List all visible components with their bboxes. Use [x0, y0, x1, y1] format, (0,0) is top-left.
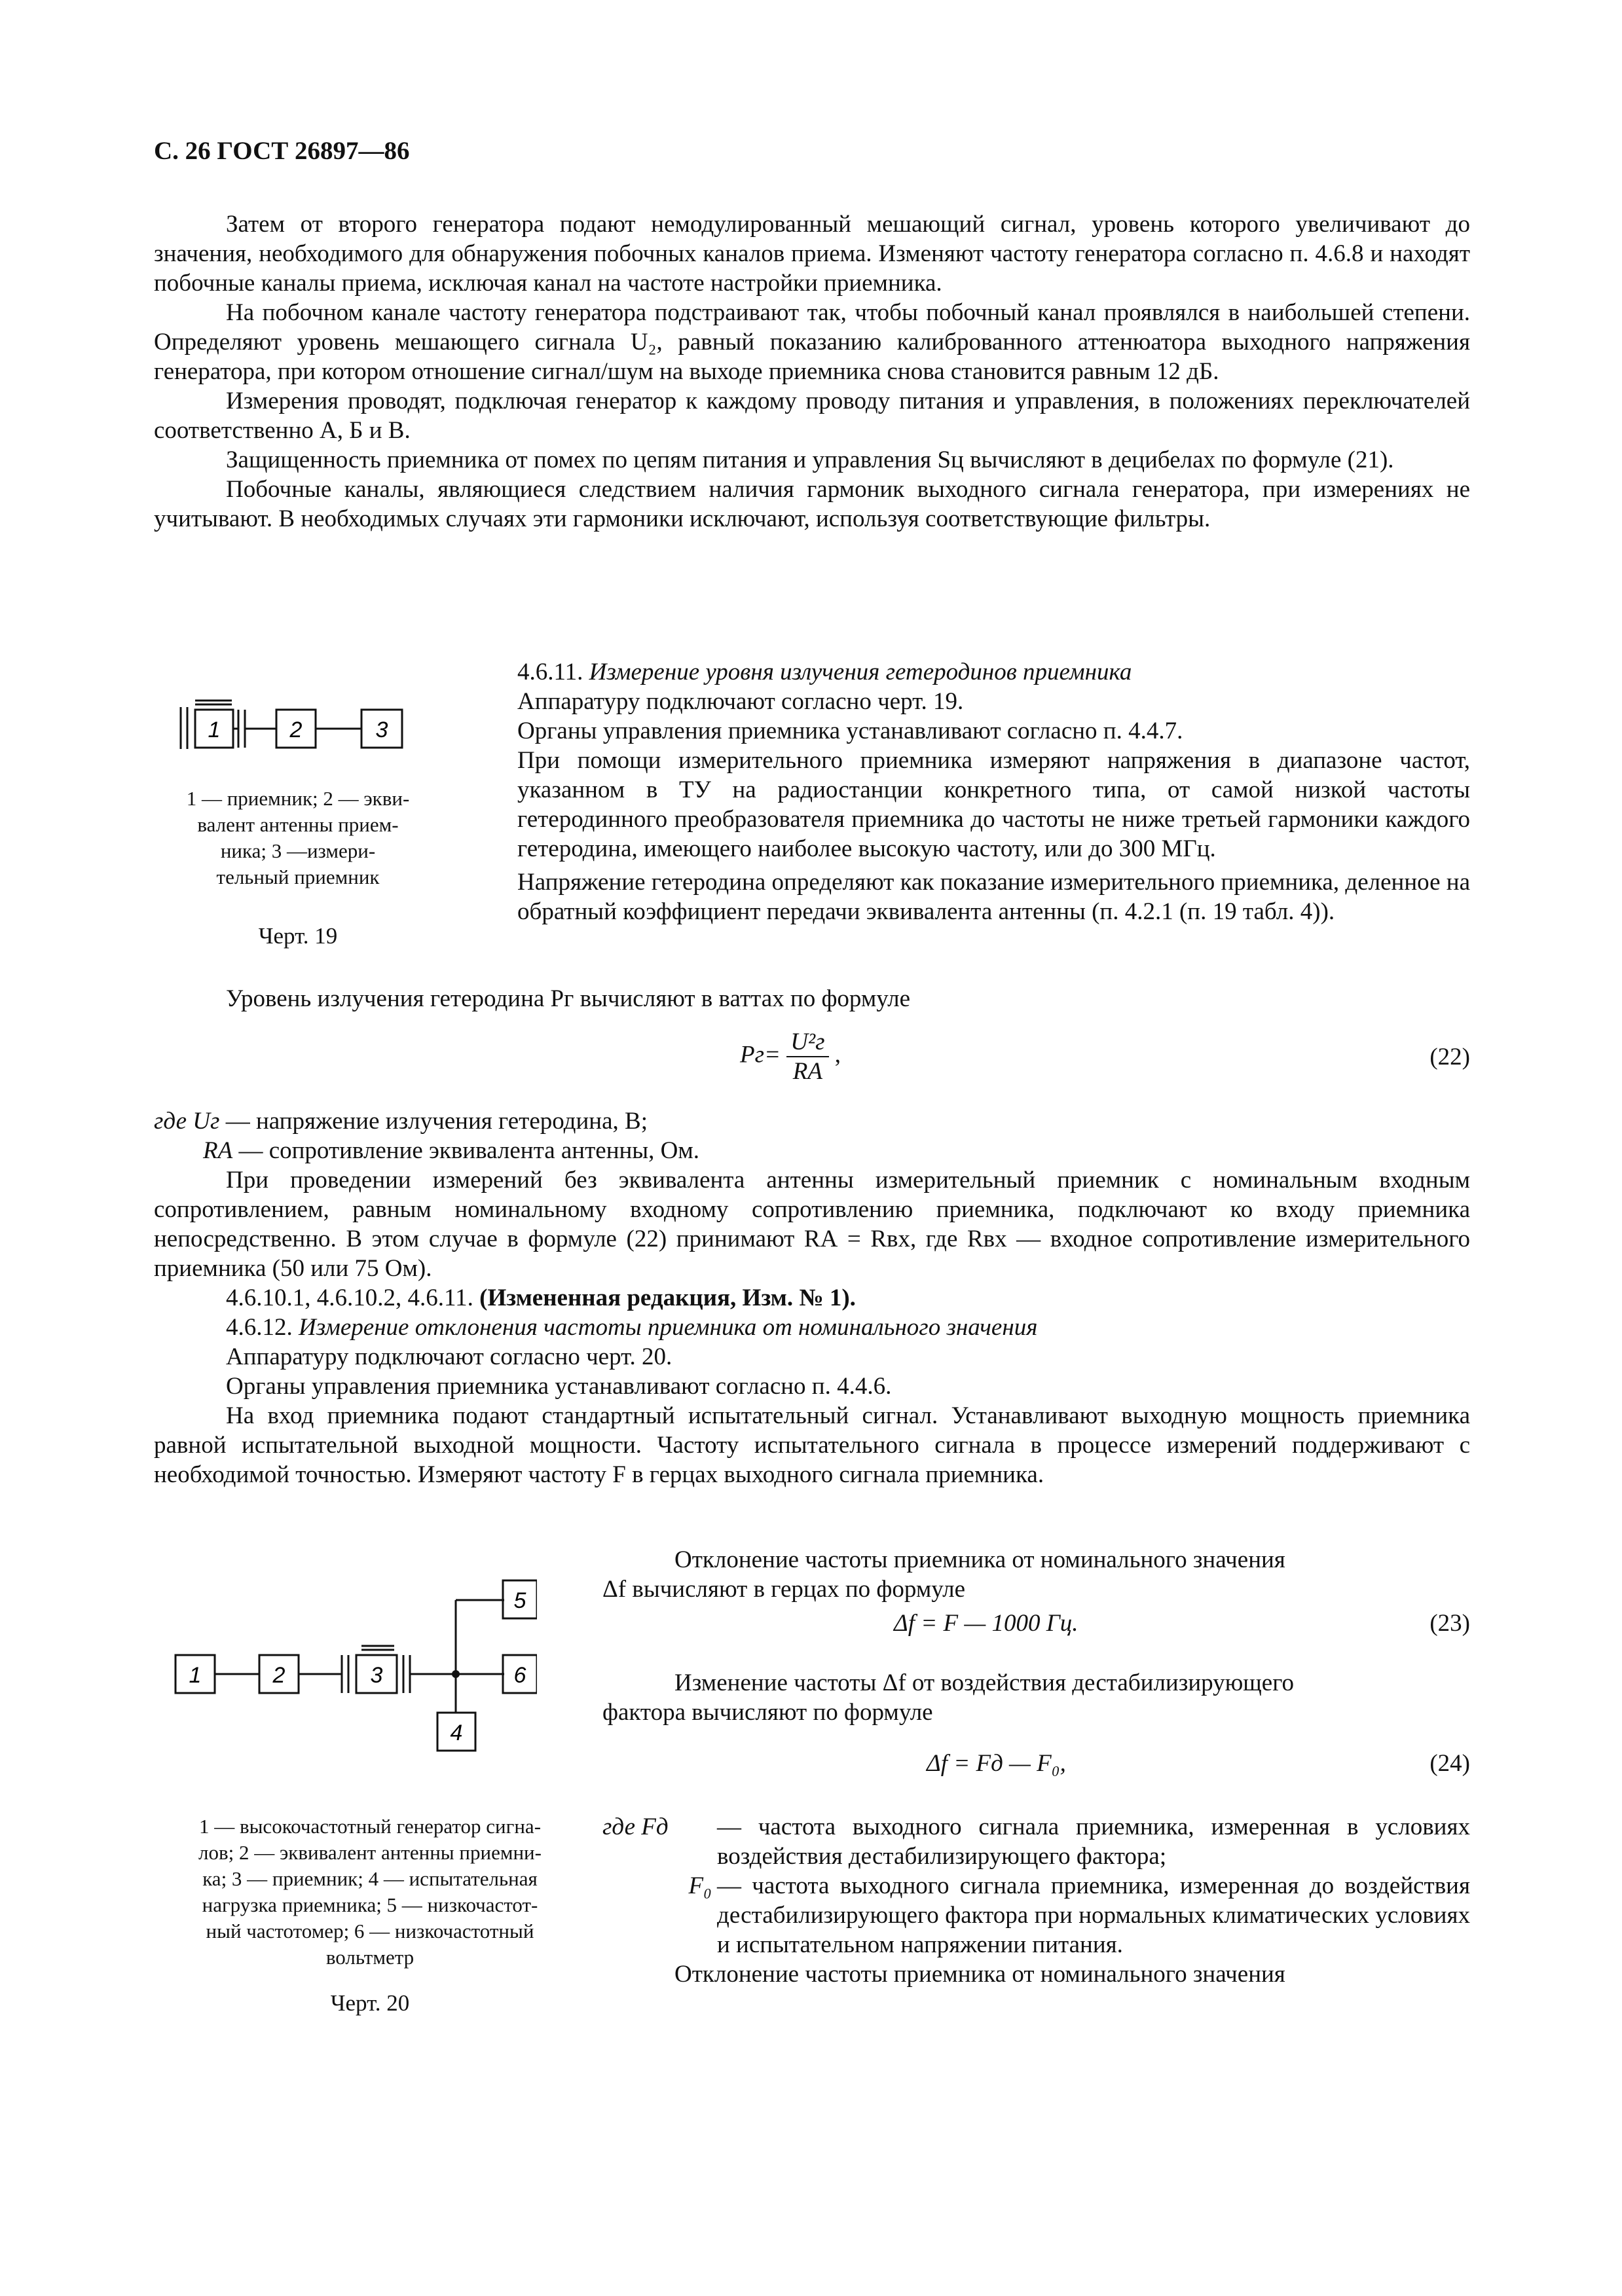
paragraph: Напряжение гетеродина определяют как показание измерительного приемника, деленное на обратный коэффициент передачи эквивалента антенны (п. 4.2.1 (п. 19 табл. 4)). [517, 869, 1470, 925]
legend-line: валент антенны прием- [197, 813, 399, 836]
fig20-block-6: 6 [513, 1663, 526, 1688]
section-heading [154, 1313, 1470, 1342]
legend-line: ника; 3 —измери- [220, 839, 376, 862]
eq22-numerator: U²г [786, 1028, 828, 1057]
eq22-tail: , [834, 1041, 841, 1068]
paragraph: Уровень излучения гетеродина Pг вычисляют в ваттах по формуле [226, 985, 911, 1012]
fig19-block-2: 2 [289, 718, 303, 742]
paragraph: Измерения проводят, подключая генератор к каждому проводу питания и управления, в положениях переключателей соответственно А, Б и В. [154, 388, 1470, 444]
diagram-fig20 [170, 1565, 537, 1755]
section-4-6-12-right-2 [602, 1668, 1470, 1727]
fig20-block-1: 1 [189, 1663, 202, 1688]
level-block [154, 984, 1470, 1013]
legend-line: 1 — приемник; 2 — экви- [186, 787, 410, 810]
legend-line: 1 — высокочастотный генератор сигна- [198, 1815, 542, 1838]
where-item [602, 1812, 1470, 1871]
where-text: — напряжение излучения гетеродина, В; [225, 1108, 648, 1135]
where-24 [602, 1812, 1470, 1989]
paragraph: На вход приемника подают стандартный испытательный сигнал. Устанавливают выходную мощность приемника равной испытательной выходной мощности. Частоту испытательного сигнала в процессе измерений поддерживают с необходимой точностью. Измеряют частоту F в герцах выходного сигнала приемника. [154, 1402, 1470, 1488]
fig20-block-2: 2 [272, 1663, 286, 1688]
paragraph: Побочные каналы, являющиеся следствием наличия гармоник выходного сигнала генератора, при измерениях не учитывают. В необходимых случаях эти гармоники исключают, используя соответствующие фильтры. [154, 476, 1470, 532]
where-text: — сопротивление эквивалента антенны, Ом. [238, 1137, 700, 1164]
section-number: 4.6.12. [226, 1314, 293, 1341]
paragraph: Отклонение частоты приемника от номинального значения [674, 1546, 1285, 1573]
section-number: 4.6.11. [517, 659, 583, 685]
fig20-caption: Черт. 20 [330, 1990, 410, 2016]
eq22-denominator: RА [792, 1058, 822, 1085]
eq24-number: (24) [1429, 1750, 1470, 1777]
section-4-6-12-right [602, 1545, 1470, 1604]
paragraph: Защищенность приемника от помех по цепям питания и управления Sц вычисляют в децибелах по формуле (21). [226, 446, 1394, 473]
paragraph: Органы управления приемника устанавливают согласно п. 4.4.7. [517, 718, 1183, 744]
equation-24: Δf = Fд — F₀, [927, 1750, 1066, 1777]
fig20-legend [154, 1813, 586, 1971]
legend-line: ка; 3 — приемник; 4 — испытательная [202, 1867, 538, 1890]
paragraph: Отклонение частоты приемника от номинального значения [674, 1961, 1285, 1988]
where-text: — частота выходного сигнала приемника, измеренная в условиях воздействия дестабилизирующего фактора; [717, 1813, 1470, 1870]
where-symbol: RА [203, 1137, 233, 1164]
where-symbol: F₀ [688, 1872, 712, 1899]
where-symbol: где Fд [602, 1813, 669, 1840]
paragraph: Аппаратуру подключают согласно черт. 20. [226, 1343, 673, 1370]
amendment-refs: 4.6.10.1, 4.6.10.2, 4.6.11. [226, 1285, 473, 1311]
fig19-legend [154, 786, 442, 890]
fig20-block-4: 4 [450, 1721, 463, 1745]
eq23-number: (23) [1429, 1610, 1470, 1637]
amendment-text: (Измененная редакция, Изм. № 1). [479, 1285, 856, 1311]
paragraph: Δf вычисляют в герцах по формуле [602, 1576, 966, 1603]
eq22-number: (22) [1429, 1044, 1470, 1070]
section-title: Измерение уровня излучения гетеродинов приемника [589, 659, 1132, 685]
paragraph: При проведении измерений без эквивалента антенны измерительный приемник с номинальным входным сопротивлением, равным номинальному входному сопротивлению приемника, подключают ко входу приемника непосредственно. В этом случае в формуле (22) принимают RА = Rвх, где Rвх — входное сопротивление измерительного приемника (50 или 75 Ом). [154, 1167, 1470, 1282]
paragraph: При помощи измерительного приемника измеряют напряжения в диапазоне частот, указанном в ТУ на радиостанции конкретного типа, от самой низкой частоты гетеродинного преобразователя приемника до частоты не ниже третьей гармоники каждого гетеродина, имеющего наиболее высокую частоту, или до 300 МГц. [517, 747, 1470, 862]
paragraph: Аппаратуру подключают согласно черт. 19. [517, 688, 964, 715]
paragraph: Затем от второго генератора подают немодулированный мешающий сигнал, уровень которого увеличивают до значения, необходимого для обнаружения побочных каналов приема. Изменяют частоту генератора согласно п. 4.6.8 и находят побочные каналы приема, исключая канал на частоте настройки приемника. [154, 211, 1470, 297]
legend-line: лов; 2 — эквивалент антенны приемни- [198, 1841, 542, 1864]
where-text: — частота выходного сигнала приемника, измеренная до воздействия дестабилизирующего фактора при нормальных климатических условиях и испытательном напряжении питания. [717, 1872, 1470, 1958]
fig20-block-3: 3 [370, 1663, 383, 1688]
where-item [154, 1106, 1470, 1136]
middle-text-block [154, 1165, 1470, 1489]
fig19-block-1: 1 [208, 718, 221, 742]
diagram-fig19 [177, 694, 413, 766]
fig19-caption: Черт. 19 [258, 923, 338, 949]
equation-23: Δf = F — 1000 Гц. [894, 1610, 1078, 1637]
section-4-6-11 [517, 657, 1470, 926]
paragraph: фактора вычисляют по формуле [602, 1699, 933, 1726]
section-heading [517, 657, 1470, 687]
fig20-block-5: 5 [513, 1588, 526, 1613]
section-title: Измерение отклонения частоты приемника от номинального значения [299, 1314, 1038, 1341]
legend-line: ный частотомер; 6 — низкочастотный [206, 1920, 534, 1942]
equation-22 [740, 1028, 841, 1085]
legend-line: вольтметр [325, 1946, 415, 1969]
where-item [602, 1871, 1470, 1959]
paragraph: Изменение частоты Δf от воздействия дестабилизирующего [674, 1669, 1294, 1696]
where-symbol: где Uг [154, 1108, 220, 1135]
legend-line: тельный приемник [216, 866, 380, 888]
eq22-fraction [786, 1028, 828, 1085]
fig19-block-3: 3 [375, 718, 388, 742]
amendment-note [154, 1283, 1470, 1313]
where-item [154, 1136, 1470, 1165]
paragraph: Органы управления приемника устанавливают согласно п. 4.4.6. [226, 1373, 892, 1400]
eq22-lhs: Pг= [740, 1041, 781, 1068]
paragraph: На побочном канале частоту генератора подстраивают так, чтобы побочный канал проявлялся в наибольшей степени. Определяют уровень мешающего сигнала U₂, равный показанию калиброванного аттенюатора выходного напряжения генератора, при котором отношение сигнал/шум на выходе приемника снова становится равным 12 дБ. [154, 299, 1470, 385]
top-text-block [154, 210, 1470, 534]
legend-line: нагрузка приемника; 5 — низкочастот- [202, 1893, 538, 1916]
where-22 [154, 1106, 1470, 1165]
page-header: С. 26 ГОСТ 26897—86 [154, 137, 410, 165]
